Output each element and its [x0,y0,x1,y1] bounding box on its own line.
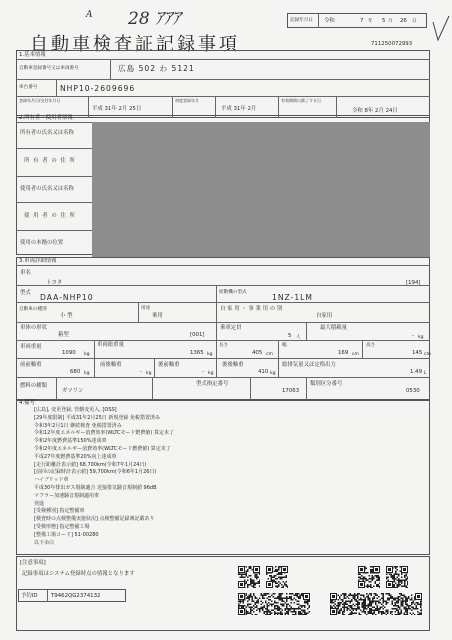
chassis-number-label: 車台番号 [19,85,38,90]
designation-number-value: 17063 [282,388,300,394]
length-label: 長さ [219,343,229,348]
redacted-owner-user-block [92,122,430,257]
max-load-value: - [412,333,414,339]
max-load-unit: kg [418,335,424,340]
displacement-unit: L [424,371,427,376]
remarks-line: [29年度限制] 平成31年2月25日 新規登録 免税措置済み [34,414,160,421]
front-rear-axle-unit: kg [146,371,152,376]
body-shape-label: 車体の形状 [20,325,47,331]
width-value: 169 [338,350,349,356]
engine-label: 原動機の型式 [219,290,247,295]
remarks-heading: 4.備考 [19,400,35,406]
record-date-year: 7 [360,18,364,24]
record-date-era: 令和 [324,18,335,24]
height-value: 145 [412,350,423,356]
displacement-value: 1.49 [410,369,423,375]
rear-rear-axle-unit: kg [270,371,276,376]
vehicle-type-value: 小 型 [60,313,73,319]
remarks-line: マフラー加速騒音規制適用車 [34,492,100,499]
maker-code: [194] [406,280,421,286]
reservation-id-box [18,589,126,602]
user-address-label: 使 用 者 の 住 所 [24,213,76,219]
remarks-line: [前回の記録時計表示値] 59,700km(令和6年1月26日) [34,469,157,476]
remarks-line: 令和3年2月1日 継続検査 免税措置済み [34,422,122,429]
purpose-label: 自 家 用 ・ 事 業 用 の 別 [220,306,283,312]
vehicle-weight-label: 車両重量 [20,344,42,350]
user-name-label: 使用者の氏名又は名称 [20,186,74,192]
rear-front-axle-value: - [202,369,204,375]
max-load-label: 最大積載量 [320,325,347,331]
maker-value: トヨタ [46,280,63,286]
rear-front-axle-unit: kg [208,371,214,376]
model-label: 型式 [20,290,31,296]
initial-registration-value: 平成 31年 2月 [221,106,257,112]
front-front-axle-label: 前前軸重 [20,362,42,368]
length-value: 405 [252,350,263,356]
remarks-line: [受検種別] 指定整備車 [34,508,85,515]
qr-code-icon [330,593,422,615]
record-date-month-unit: 月 [388,19,393,24]
remarks-line: 令和12年度エネルギー消費効率(WLTCモード燃費値) 算定未了 [34,430,174,437]
reservation-id-value: T9462QG2374132 [51,593,101,599]
expiry-value: 令和 8年 2月 24日 [352,108,398,114]
notice-text: 記録事項はシステム登録時点の情報となります [22,571,135,577]
remarks-line: 以下余白 [34,539,55,546]
record-date-day: 26 [400,18,407,24]
category-number-label: 類別区分番号 [310,381,343,387]
displacement-label: 総排気量又は定格出力 [282,362,336,368]
model-value: DAA-NHP10 [40,293,94,302]
gross-weight-unit: kg [207,352,213,357]
handwritten-mark: A [86,10,93,20]
designation-number-label: 型式指定番号 [196,381,229,387]
body-shape-code: [001] [190,332,205,338]
fuel-type-label: 燃料の種類 [20,383,47,389]
capacity-value: 5 [288,333,292,339]
record-date-box [287,13,427,28]
fuel-type-value: ガソリン [62,388,84,394]
gross-weight-value: 1365 [190,350,204,356]
category-number-value: 0530 [406,388,420,394]
handwritten-note: 28 ｱｱｱ [128,9,181,29]
document-number: 711250072993 [371,41,413,47]
owner-address-label: 所 有 者 の 住 所 [24,158,76,164]
capacity-unit: 人 [296,335,301,340]
vehicle-details-heading: 3.車両詳細情報 [19,258,57,264]
remarks-line: [広島], 変更登録, 管轄変更入, [OSS] [34,407,117,413]
vehicle-weight-value: 1090 [62,350,76,356]
gross-weight-label: 車両総重量 [97,342,124,348]
record-date-month: 5 [382,18,386,24]
rear-rear-axle-label: 後後軸重 [222,362,244,368]
qr-code-icon [386,566,408,588]
width-label: 幅 [282,343,287,348]
vehicle-weight-unit: kg [84,352,90,357]
owner-user-heading: 2.所有者・使用者情報 [19,115,73,121]
document-title: 自動車検査証記録事項 [30,34,240,55]
engine-value: 1NZ-1LM [272,293,313,302]
maker-label: 車名 [20,270,31,276]
expiry-label: 有効期間の満了する日 [281,98,321,103]
record-date-year-unit: 年 [368,19,373,24]
front-rear-axle-value: - [140,369,142,375]
remarks-line: ハイブリッド車 [34,477,69,484]
chassis-number-value: NHP10-2609696 [60,84,136,93]
qr-code-icon [358,566,380,588]
base-location-label: 使用の本拠の位置 [20,240,64,246]
front-front-axle-value: 680 [70,369,81,375]
registration-number-label: 自動車登録番号又は車両番号 [19,66,79,71]
first-registration-value: 平成 31年 2月 25日 [92,106,142,112]
width-unit: cm [352,352,360,357]
front-rear-axle-label: 前後軸重 [100,362,122,368]
remarks-line: [受検形態] 指定整備工場 [34,523,90,530]
remarks-line: 発進 [34,500,45,507]
first-registration-label: 登録年月日/交付年月日 [19,98,61,103]
purpose-value: 自家用 [316,313,333,319]
body-shape-value: 箱型 [58,332,69,338]
registration-number-value: 広島 502 わ 5121 [118,64,195,73]
length-unit: cm [266,352,274,357]
height-unit: cm [424,352,432,357]
remarks-line: 平成27年度燃費基準20%向上達成車 [34,453,117,460]
record-date-day-unit: 日 [412,19,417,24]
remarks-line: [走行距離計表示値] 68,700km(令和7年1月24日) [34,461,147,468]
notice-heading: [注意事項] [20,560,46,566]
qr-code-icon [238,593,310,615]
vehicle-type-label: 自動車の種別 [19,307,47,312]
basic-info-heading: 1.基本情報 [19,52,46,58]
use-value: 乗用 [152,313,163,319]
initial-registration-label: 初度登録年月 [175,98,199,103]
use-label: 用途 [141,306,151,311]
remarks-line: 令和2年度燃費基準150%達成車 [34,438,107,445]
reservation-id-label: 予約ID [21,593,38,599]
remarks-line: 平成30年排出ガス規制適合 近接排気騒音規制値 96dB [34,484,157,491]
height-label: 高さ [366,343,376,348]
qr-code-icon [266,566,288,588]
remarks-line: [整備工場コード] 51-00280 [34,531,99,538]
capacity-label: 乗車定員 [220,325,242,331]
record-date-label: 記録年月日 [290,18,313,23]
remarks-line: [検査時の点検整備実施状況] 点検整備記録簿記載あり [34,516,155,523]
remarks-lines [34,408,334,548]
qr-code-icon [238,566,260,588]
remarks-line: 令和2年度エネルギー消費効率(WLTCモード燃費値) 算定未了 [34,445,171,452]
rear-front-axle-label: 後前軸重 [158,362,180,368]
rear-rear-axle-value: 410 [258,369,269,375]
owner-name-label: 所有者の氏名又は名称 [20,130,74,136]
front-front-axle-unit: kg [84,371,90,376]
pen-check-mark [432,14,450,44]
